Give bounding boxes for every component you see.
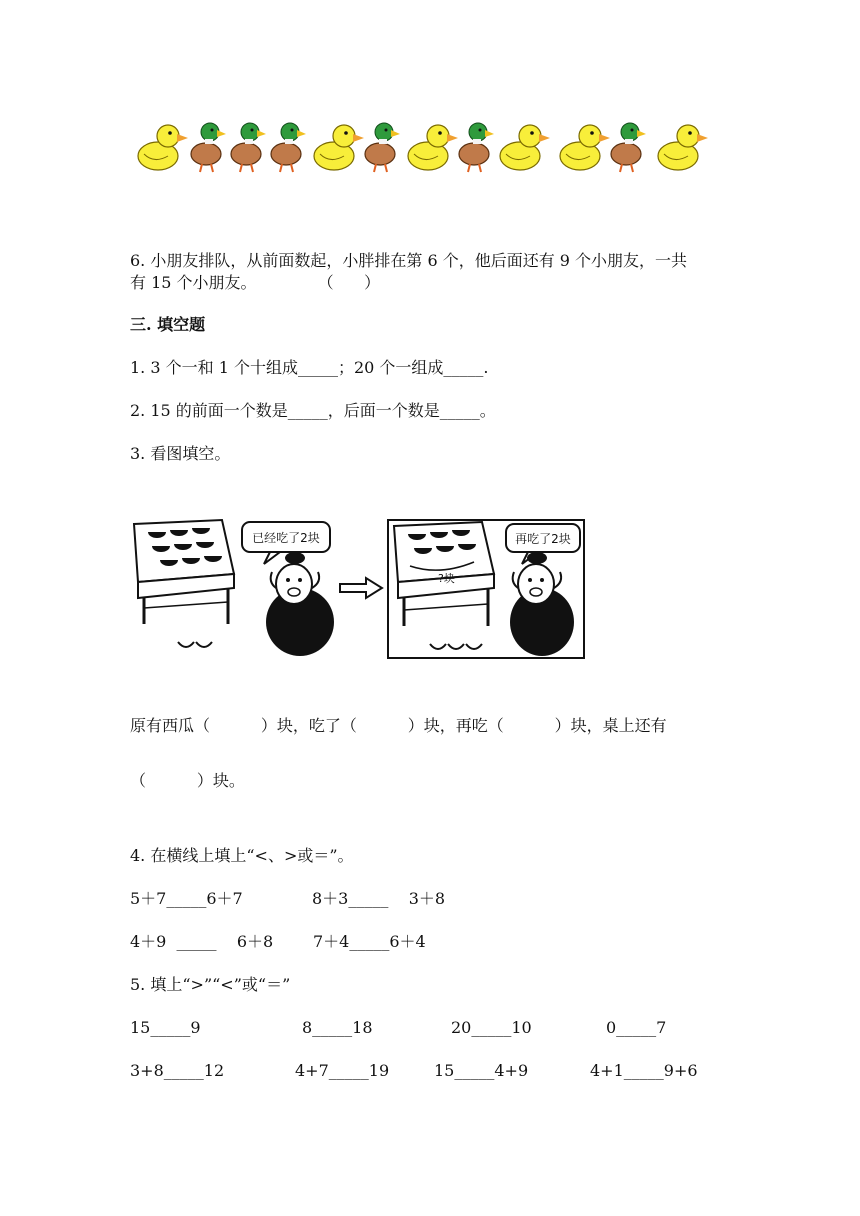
q4-row2-left: 4＋9 _____ 6＋8 — [130, 932, 274, 951]
q5-row1-item: 15_____9 — [130, 1018, 201, 1037]
q5-row2-item: 4+1_____9+6 — [590, 1061, 698, 1080]
q4-row2-right: 7＋4_____6＋4 — [313, 932, 426, 951]
q5-row1-item: 8_____18 — [302, 1018, 373, 1037]
comic-panel-1 — [134, 520, 334, 656]
fill-q3-answer-line1: 原有西瓜（ ）块，吃了（ ）块，再吃（ ）块，桌上还有 — [130, 716, 667, 735]
q5-row2-item: 15_____4+9 — [434, 1061, 529, 1080]
mallard-duck-icon — [231, 123, 266, 172]
fill-q3: 3. 看图填空。 — [130, 444, 231, 463]
comic-bubble-2: 再吃了2块 — [515, 532, 571, 546]
mallard-duck-icon — [611, 123, 646, 172]
fill-q1: 1. 3 个一和 1 个十组成_____；20 个一组成_____. — [130, 358, 489, 377]
fill-q2: 2. 15 的前面一个数是_____，后面一个数是_____。 — [130, 401, 496, 420]
mallard-duck-icon — [271, 123, 306, 172]
fill-q5: 5. 填上“>”“<”或“＝” — [130, 975, 291, 994]
q5-row1-item: 0_____7 — [606, 1018, 667, 1037]
q6-line1: 6. 小朋友排队，从前面数起，小胖排在第 6 个，他后面还有 9 个小朋友，一共 — [130, 251, 688, 270]
yellow-duckling-icon — [658, 125, 708, 170]
yellow-duckling-icon — [500, 125, 550, 170]
comic-question-label: ?块 — [438, 572, 455, 585]
q5-row2-item: 4+7_____19 — [295, 1061, 390, 1080]
duck-row-illustration — [128, 118, 718, 176]
section-title: 三. 填空题 — [130, 315, 206, 334]
q5-row1-item: 20_____10 — [451, 1018, 532, 1037]
comic-panel-2 — [388, 520, 584, 658]
fill-q4: 4. 在横线上填上“<、>或＝”。 — [130, 846, 354, 865]
yellow-duckling-icon — [560, 125, 610, 170]
watermelon-comic-illustration — [130, 518, 585, 660]
mallard-duck-icon — [191, 123, 226, 172]
mallard-duck-icon — [459, 123, 494, 172]
yellow-duckling-icon — [408, 125, 458, 170]
mallard-duck-icon — [365, 123, 400, 172]
fill-q3-answer-line2: （ ）块。 — [130, 771, 245, 790]
q4-row1-right: 8＋3_____ 3＋8 — [312, 889, 446, 908]
comic-bubble-1: 已经吃了2块 — [252, 531, 320, 545]
q5-row2-item: 3+8_____12 — [130, 1061, 225, 1080]
comic-arrow — [340, 578, 382, 598]
q6-line2: 有 15 个小朋友。 （ ） — [130, 273, 381, 292]
yellow-duckling-icon — [314, 125, 364, 170]
q4-row1-left: 5＋7_____6＋7 — [130, 889, 243, 908]
yellow-duckling-icon — [138, 125, 188, 170]
